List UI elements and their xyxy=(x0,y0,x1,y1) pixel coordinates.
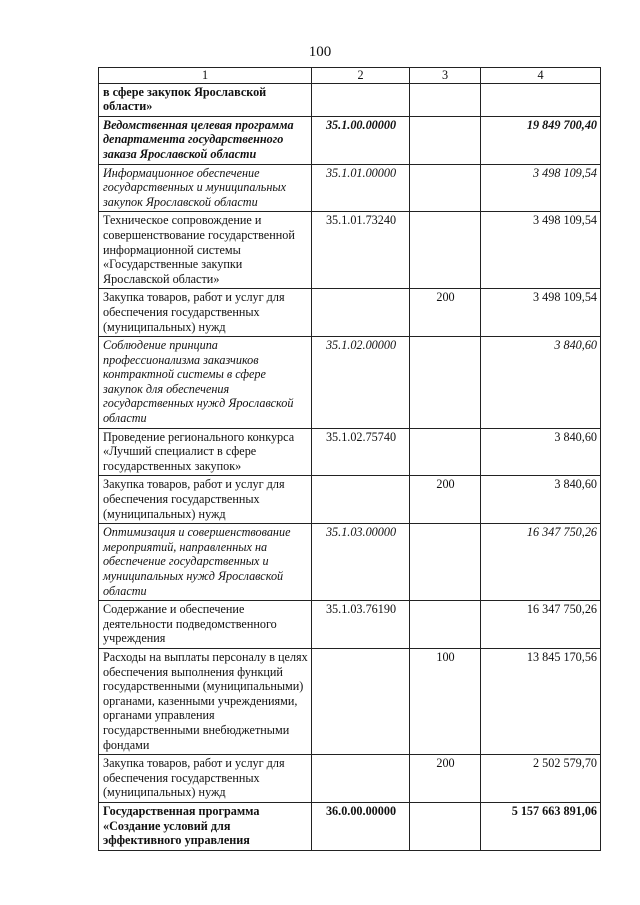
row-expense-type xyxy=(410,524,481,601)
row-name: Закупка товаров, работ и услуг для обеспечения государственных (муниципальных) нужд xyxy=(99,755,312,803)
page-number: 100 xyxy=(308,44,332,60)
row-amount: 3 498 109,54 xyxy=(481,164,601,212)
row-name: в сфере закупок Ярославской области» xyxy=(99,83,312,116)
col-header-4: 4 xyxy=(481,68,601,84)
col-header-2: 2 xyxy=(312,68,410,84)
row-expense-type: 200 xyxy=(410,289,481,337)
row-expense-type xyxy=(410,337,481,429)
row-expense-type xyxy=(410,212,481,289)
row-amount: 13 845 170,56 xyxy=(481,648,601,754)
row-code: 35.1.03.76190 xyxy=(312,601,410,649)
table-row xyxy=(99,83,601,116)
row-expense-type: 200 xyxy=(410,755,481,803)
row-code xyxy=(312,289,410,337)
row-amount: 16 347 750,26 xyxy=(481,524,601,601)
table-row xyxy=(99,648,601,754)
row-amount: 3 840,60 xyxy=(481,476,601,524)
table-row xyxy=(99,116,601,164)
table-body xyxy=(99,83,601,850)
table-row xyxy=(99,428,601,476)
row-name: Информационное обеспечение государственных и муниципальных закупок Ярославской области xyxy=(99,164,312,212)
row-amount: 3 498 109,54 xyxy=(481,212,601,289)
table-row xyxy=(99,289,601,337)
row-code xyxy=(312,648,410,754)
row-code xyxy=(312,476,410,524)
row-expense-type xyxy=(410,802,481,850)
row-code: 35.1.02.75740 xyxy=(312,428,410,476)
row-amount: 3 840,60 xyxy=(481,428,601,476)
table-row xyxy=(99,212,601,289)
row-amount: 3 498 109,54 xyxy=(481,289,601,337)
row-name: Закупка товаров, работ и услуг для обеспечения государственных (муниципальных) нужд xyxy=(99,476,312,524)
row-amount: 19 849 700,40 xyxy=(481,116,601,164)
table-row xyxy=(99,476,601,524)
row-name: Проведение регионального конкурса «Лучший специалист в сфере государственных закупок» xyxy=(99,428,312,476)
row-amount: 5 157 663 891,06 xyxy=(481,802,601,850)
row-name: Расходы на выплаты персоналу в целях обеспечения выполнения функций государственными (муниципальными) органами, казенными учреждениями, органами управления государственными внебюджетными фондами xyxy=(99,648,312,754)
row-code xyxy=(312,755,410,803)
row-code: 35.1.01.00000 xyxy=(312,164,410,212)
row-code: 36.0.00.00000 xyxy=(312,802,410,850)
row-expense-type: 100 xyxy=(410,648,481,754)
row-code: 35.1.01.73240 xyxy=(312,212,410,289)
table-row xyxy=(99,337,601,429)
row-expense-type xyxy=(410,164,481,212)
row-amount: 3 840,60 xyxy=(481,337,601,429)
col-header-3: 3 xyxy=(410,68,481,84)
row-amount: 16 347 750,26 xyxy=(481,601,601,649)
budget-table xyxy=(98,67,601,851)
row-name: Оптимизация и совершенствование мероприятий, направленных на обеспечение государственных и муниципальных нужд Ярославской области xyxy=(99,524,312,601)
table-row xyxy=(99,802,601,850)
row-name: Содержание и обеспечение деятельности подведомственного учреждения xyxy=(99,601,312,649)
row-expense-type xyxy=(410,428,481,476)
row-amount xyxy=(481,83,601,116)
table-row xyxy=(99,755,601,803)
table-row xyxy=(99,601,601,649)
row-expense-type: 200 xyxy=(410,476,481,524)
row-name: Ведомственная целевая программа департамента государственного заказа Ярославской области xyxy=(99,116,312,164)
row-code xyxy=(312,83,410,116)
row-amount: 2 502 579,70 xyxy=(481,755,601,803)
table-row xyxy=(99,524,601,601)
row-expense-type xyxy=(410,116,481,164)
table-row xyxy=(99,164,601,212)
row-code: 35.1.00.00000 xyxy=(312,116,410,164)
table-header-row xyxy=(99,68,601,84)
row-name: Государственная программа «Создание условий для эффективного управления xyxy=(99,802,312,850)
col-header-1: 1 xyxy=(99,68,312,84)
row-expense-type xyxy=(410,601,481,649)
row-name: Соблюдение принципа профессионализма заказчиков контрактной системы в сфере закупок для обеспечения государственных нужд Ярославской области xyxy=(99,337,312,429)
row-name: Закупка товаров, работ и услуг для обеспечения государственных (муниципальных) нужд xyxy=(99,289,312,337)
row-name: Техническое сопровождение и совершенствование государственной информационной системы «Государственные закупки Ярославской области» xyxy=(99,212,312,289)
row-code: 35.1.02.00000 xyxy=(312,337,410,429)
row-expense-type xyxy=(410,83,481,116)
row-code: 35.1.03.00000 xyxy=(312,524,410,601)
